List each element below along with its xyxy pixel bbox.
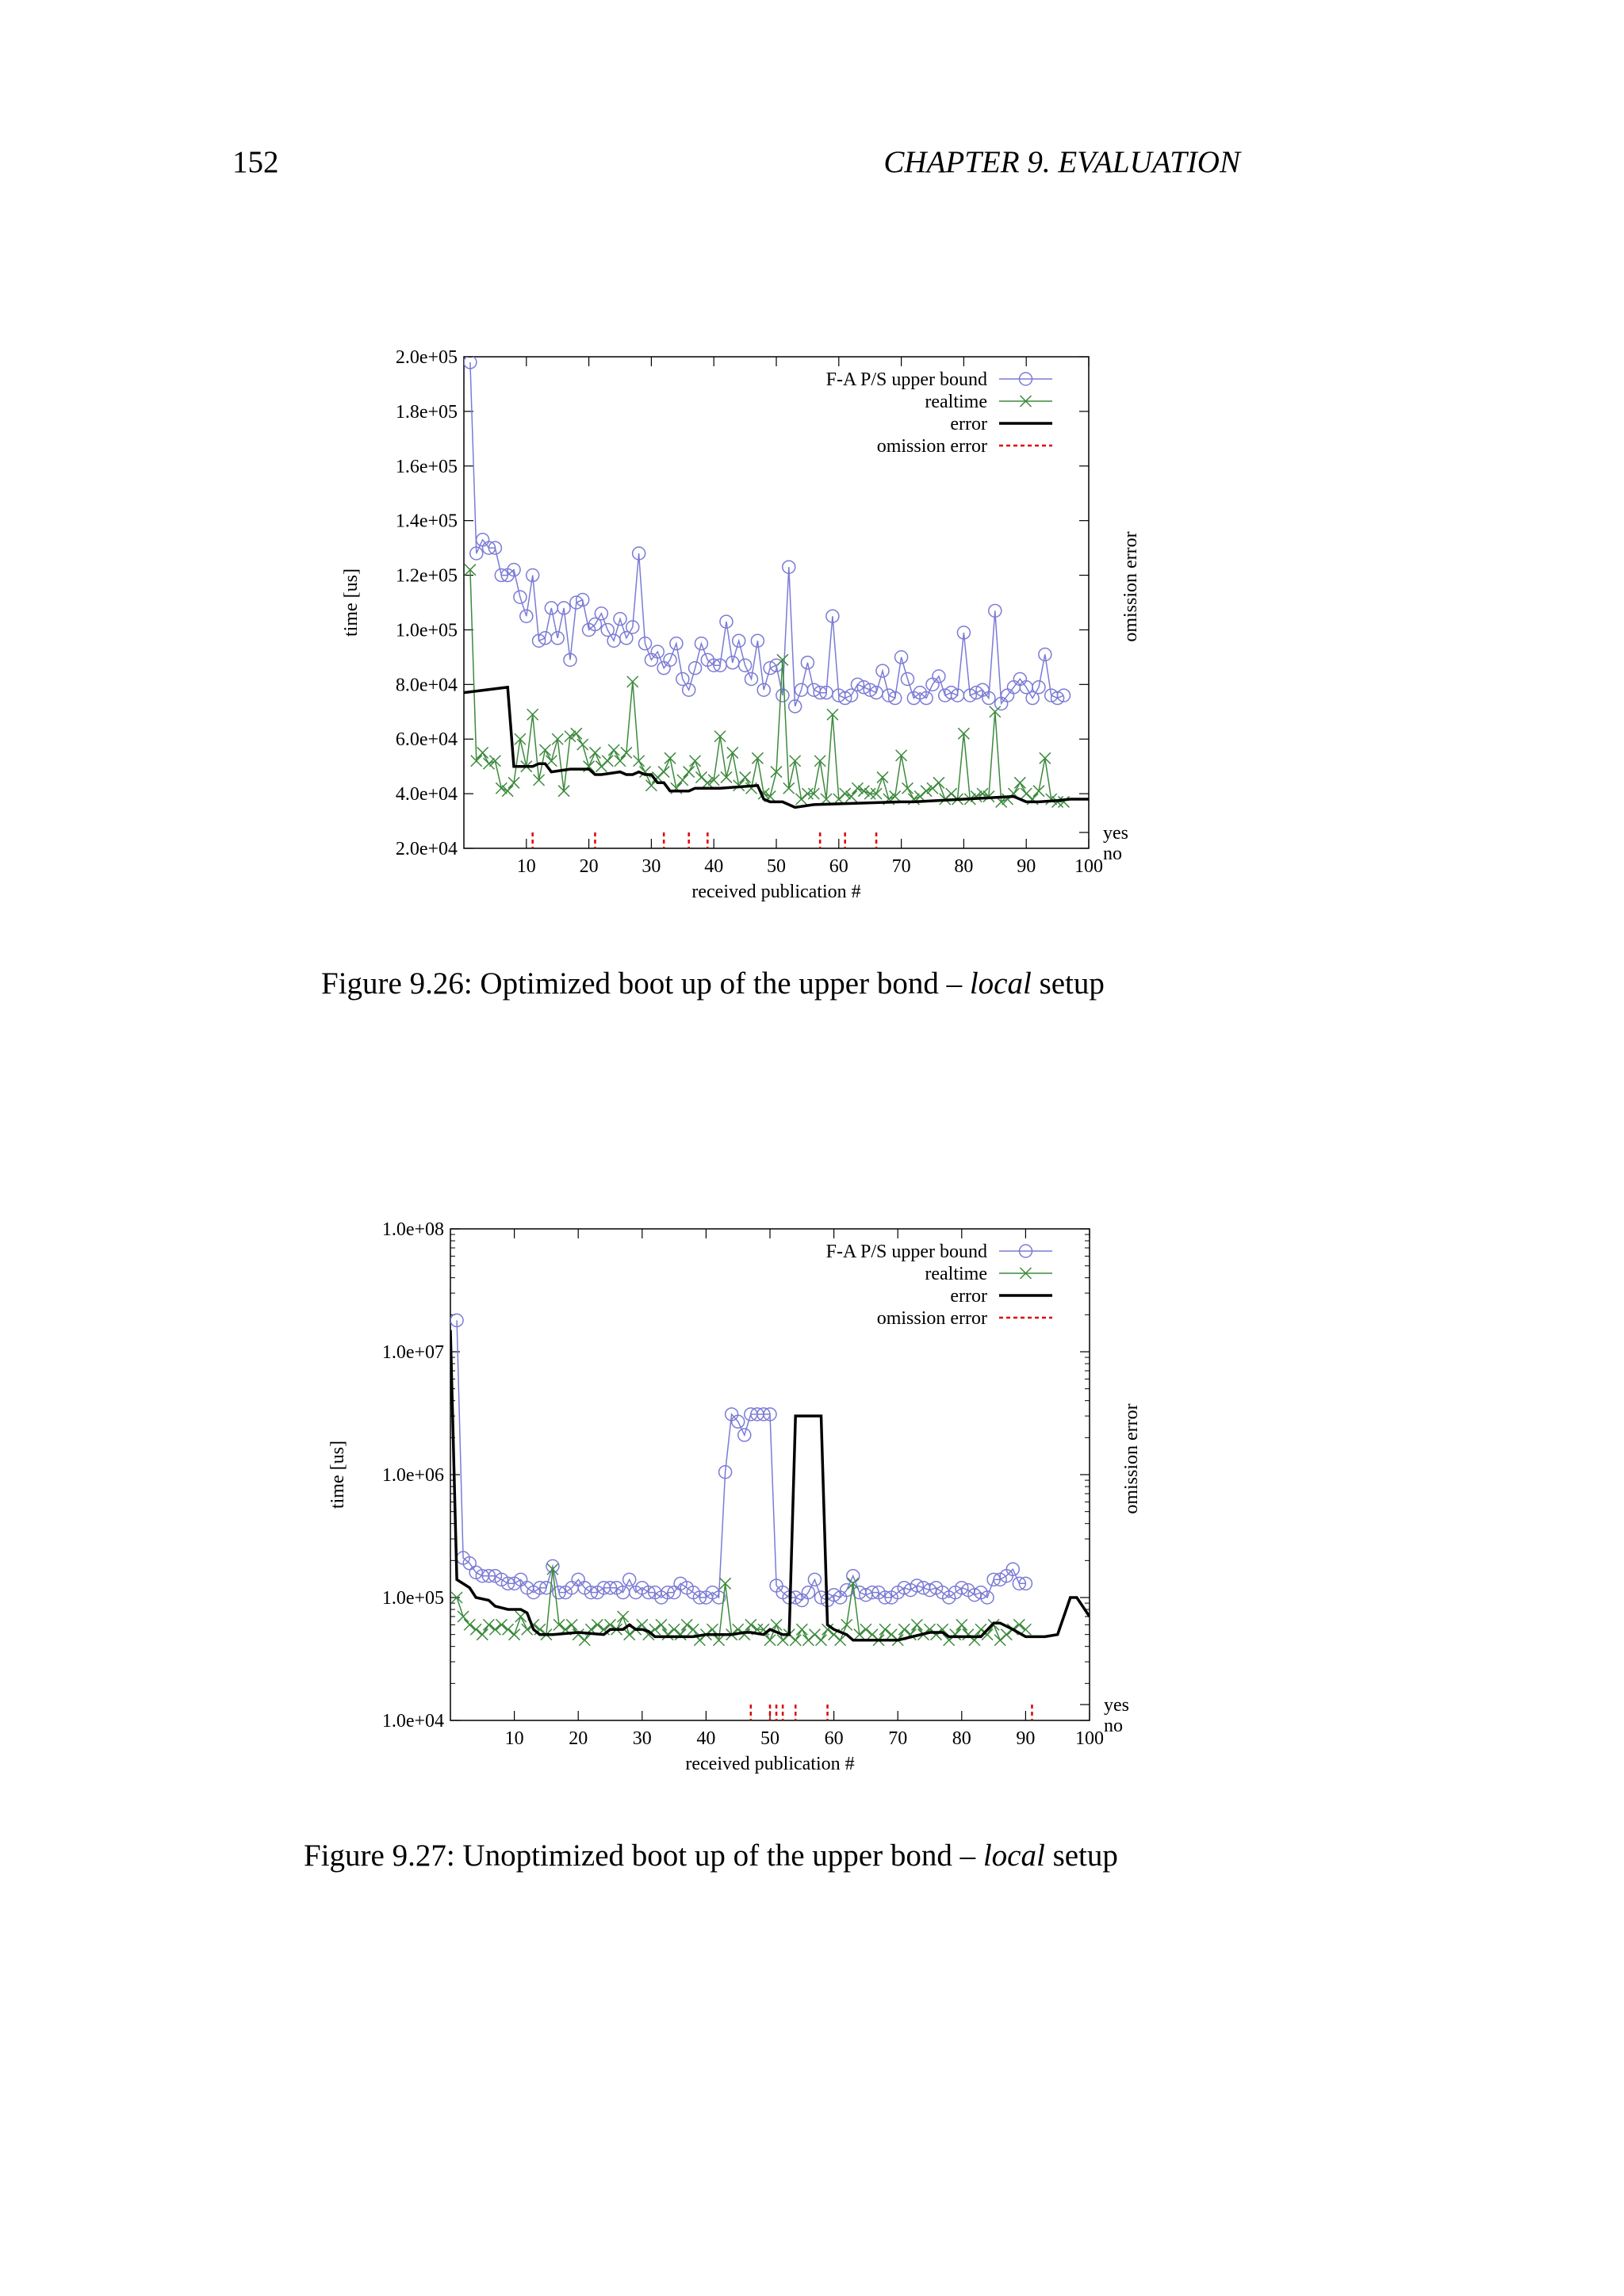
chart-figure-9-26: [0, 333, 1624, 936]
y2-tick-yes: yes: [1103, 823, 1128, 844]
x-tick-label: 100: [1074, 856, 1103, 877]
caption-suffix: setup: [1039, 966, 1105, 1001]
realtime-point: [902, 783, 913, 794]
realtime-point: [790, 1635, 801, 1646]
x-tick-label: 90: [1016, 1728, 1036, 1749]
x-axis-label: received publication #: [685, 1754, 855, 1774]
realtime-point: [566, 1619, 577, 1630]
realtime-point: [815, 1635, 826, 1646]
realtime-point: [615, 756, 626, 767]
caption-figure-9-27: [304, 1838, 1118, 1873]
caption-italic: local: [969, 966, 1032, 1001]
realtime-point: [956, 1619, 967, 1630]
legend-label: error: [950, 1286, 987, 1307]
realtime-point: [577, 739, 588, 750]
realtime-point: [589, 747, 600, 758]
x-tick-label: 70: [891, 856, 911, 877]
x-tick-label: 30: [642, 856, 661, 877]
legend-label: omission error: [876, 1308, 987, 1329]
legend-label: realtime: [925, 392, 987, 412]
plot-frame: [450, 1229, 1090, 1720]
legend-label: omission error: [876, 436, 987, 457]
realtime-point: [665, 752, 676, 763]
legend-label: realtime: [925, 1264, 987, 1284]
realtime-point: [688, 1624, 699, 1635]
realtime-point: [931, 1629, 942, 1640]
realtime-point: [740, 771, 751, 783]
x-tick-label: 50: [760, 1728, 779, 1749]
y-tick-label: 1.0e+08: [381, 1219, 444, 1240]
y-tick-label: 1.0e+06: [381, 1465, 444, 1486]
y-tick-label: 1.0e+05: [395, 620, 458, 641]
caption-text: Unoptimized boot up of the upper bond –: [462, 1839, 976, 1873]
realtime-point: [592, 1619, 603, 1630]
realtime-point: [539, 744, 550, 756]
realtime-point: [835, 1635, 846, 1646]
realtime-point: [489, 1624, 500, 1635]
plot-area: [464, 356, 1089, 848]
y2-tick-no: no: [1103, 844, 1122, 864]
realtime-point: [608, 744, 619, 756]
x-tick-label: 80: [952, 1728, 971, 1749]
realtime-point: [624, 1629, 635, 1640]
realtime-point: [470, 1624, 481, 1635]
y-tick-label: 2.0e+04: [395, 839, 458, 859]
x-tick-label: 70: [888, 1728, 908, 1749]
y-tick-label: 2.0e+05: [395, 347, 458, 368]
realtime-point: [898, 1624, 910, 1635]
y-tick-label: 1.0e+04: [381, 1711, 444, 1732]
x-tick-label: 20: [579, 856, 599, 877]
realtime-point: [1013, 1619, 1025, 1630]
realtime-point: [656, 1619, 667, 1630]
plot-area: [450, 1314, 1090, 1720]
chapter-title: CHAPTER 9. EVALUATION: [883, 145, 1240, 179]
plot-frame: [464, 357, 1089, 848]
page-number: 152: [232, 145, 279, 179]
realtime-point: [879, 1624, 891, 1635]
realtime-point: [860, 1624, 871, 1635]
realtime-point: [752, 752, 763, 763]
y-tick-label: 4.0e+04: [395, 784, 458, 806]
y-tick-label: 1.4e+05: [395, 511, 458, 532]
realtime-point: [933, 777, 944, 788]
realtime-point: [771, 1619, 782, 1630]
y-tick-label: 1.0e+07: [381, 1342, 444, 1363]
y-axis-label: time [us]: [327, 1441, 348, 1509]
realtime-point: [1014, 777, 1025, 788]
realtime-point: [911, 1619, 922, 1630]
realtime-point: [579, 1635, 590, 1646]
x-tick-label: 90: [1017, 856, 1036, 877]
x-tick-label: 40: [704, 856, 724, 877]
y-tick-label: 1.2e+05: [395, 565, 458, 587]
realtime-point: [745, 1619, 756, 1630]
x-tick-label: 100: [1075, 1728, 1104, 1749]
caption-label: Figure 9.27:: [304, 1839, 455, 1873]
realtime-point: [1033, 786, 1044, 797]
realtime-point: [796, 1624, 807, 1635]
y-tick-label: 6.0e+04: [395, 729, 458, 751]
x-tick-label: 20: [569, 1728, 588, 1749]
realtime-point: [477, 1629, 488, 1640]
realtime-point: [681, 1619, 692, 1630]
realtime-point: [483, 1619, 494, 1630]
x-tick-label: 10: [504, 1728, 524, 1749]
realtime-point: [509, 1629, 520, 1640]
x-tick-label: 60: [824, 1728, 844, 1749]
caption-label: Figure 9.26:: [321, 966, 473, 1001]
legend-label: error: [950, 414, 987, 434]
chart-figure-9-27: [0, 1205, 1624, 1808]
realtime-point: [668, 1624, 680, 1635]
series-line-0: [457, 1320, 1025, 1600]
realtime-point: [690, 756, 701, 767]
realtime-point: [1001, 1629, 1012, 1640]
y-tick-label: 1.6e+05: [395, 456, 458, 477]
y2-axis-label: omission error: [1120, 531, 1141, 642]
y-tick-label: 8.0e+04: [395, 675, 458, 696]
realtime-point: [464, 1619, 475, 1630]
realtime-point: [727, 747, 738, 758]
y2-axis-label: omission error: [1121, 1403, 1142, 1514]
y2-tick-yes: yes: [1104, 1695, 1129, 1716]
realtime-point: [677, 775, 688, 786]
y2-tick-no: no: [1104, 1716, 1123, 1736]
x-tick-label: 30: [632, 1728, 652, 1749]
realtime-point: [496, 1619, 507, 1630]
realtime-point: [658, 767, 669, 778]
x-axis-label: received publication #: [691, 882, 861, 902]
realtime-point: [739, 1629, 750, 1640]
legend-label: F-A P/S upper bound: [825, 369, 987, 390]
realtime-point: [877, 771, 888, 783]
realtime-point: [477, 747, 488, 758]
x-tick-label: 60: [829, 856, 848, 877]
x-tick-label: 40: [696, 1728, 716, 1749]
realtime-point: [950, 1629, 961, 1640]
caption-suffix: setup: [1052, 1839, 1118, 1873]
realtime-point: [662, 1629, 673, 1640]
caption-italic: local: [982, 1839, 1045, 1873]
y-tick-label: 1.8e+05: [395, 401, 458, 423]
y-tick-label: 1.0e+05: [381, 1588, 444, 1609]
realtime-point: [618, 1611, 629, 1622]
realtime-point: [764, 1635, 776, 1646]
caption-text: Optimized boot up of the upper bond –: [480, 966, 963, 1001]
realtime-point: [814, 756, 825, 767]
legend-label: F-A P/S upper bound: [825, 1242, 987, 1262]
realtime-point: [458, 1611, 469, 1622]
realtime-point: [675, 1629, 686, 1640]
x-tick-label: 50: [767, 856, 786, 877]
caption-figure-9-26: [321, 966, 1105, 1001]
x-tick-label: 80: [954, 856, 974, 877]
realtime-point: [503, 1624, 514, 1635]
y-axis-label: time [us]: [341, 568, 362, 637]
x-tick-label: 10: [516, 856, 536, 877]
realtime-point: [602, 756, 613, 767]
realtime-point: [684, 767, 695, 778]
